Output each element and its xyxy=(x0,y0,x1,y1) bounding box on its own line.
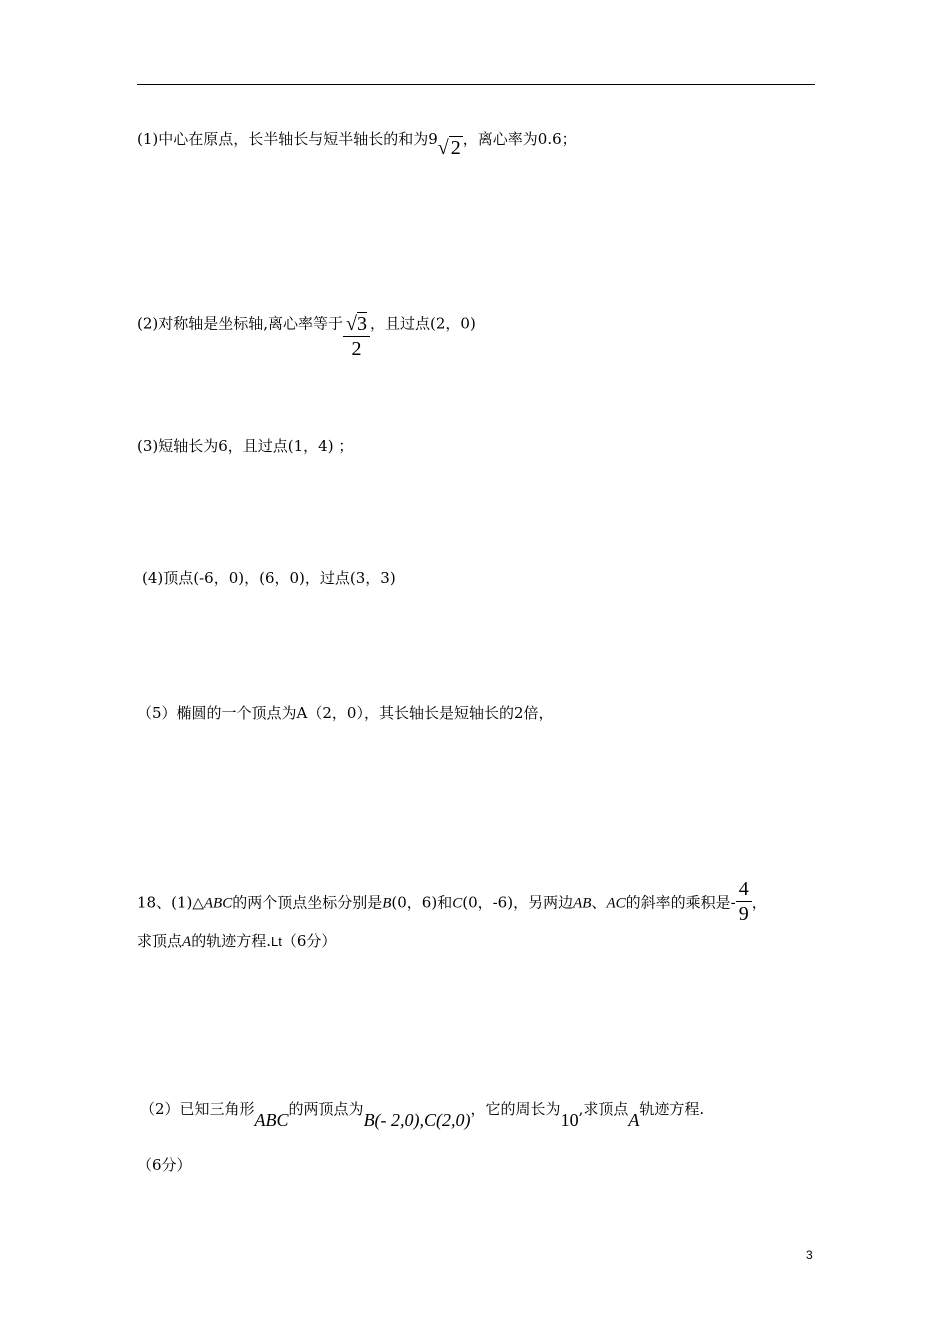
q17-item-2 xyxy=(137,300,476,360)
q17-item-1 xyxy=(137,128,577,159)
q17-item-4: (4)顶点(-6，0)，(6，0)，过点(3，3) xyxy=(142,569,396,587)
fraction-4-over-9: $\frac{4}{9}$ xyxy=(736,877,752,926)
item1-text: (1)中心在原点，长半轴长与短半轴长的和为9 xyxy=(137,130,438,148)
item2-post: ，且过点(2，0) xyxy=(370,314,476,333)
q18-part2-line2: （6分） xyxy=(137,1156,192,1174)
q17-item-3: (3)短轴长为6，且过点(1，4) ； xyxy=(137,437,354,455)
page-number: 3 xyxy=(806,1248,813,1262)
stray-mark: Lt xyxy=(270,934,282,949)
item1-post: ，离心率为0.6； xyxy=(462,130,577,148)
item2-text: (2)对称轴是坐标轴,离心率等于 xyxy=(137,314,344,333)
q18-part2-line1: （2）已知三角形ABC的两顶点为B(- 2,0),C(2,0)，它的周长为10,求顶点A轨迹方程. xyxy=(140,1100,705,1130)
fraction-sqrt3-over-2: $\frac{√3}{2}$ xyxy=(343,312,370,361)
sqrt-expression: √ 2 xyxy=(437,137,461,159)
header-rule xyxy=(137,84,815,85)
q18-part1-line1: 18、(1)△ABC的两个顶点坐标分别是B(0，6)和C(0，-6)，另两边AB、AC的斜率的乘积是- $\frac{4}{9}$ ， xyxy=(137,878,767,925)
q18-part1-line2: 求顶点A的轨迹方程.Lt（6分） xyxy=(137,932,337,950)
q17-item-5: （5）椭圆的一个顶点为A（2，0），其长轴长是短轴长的2倍， xyxy=(137,704,554,722)
